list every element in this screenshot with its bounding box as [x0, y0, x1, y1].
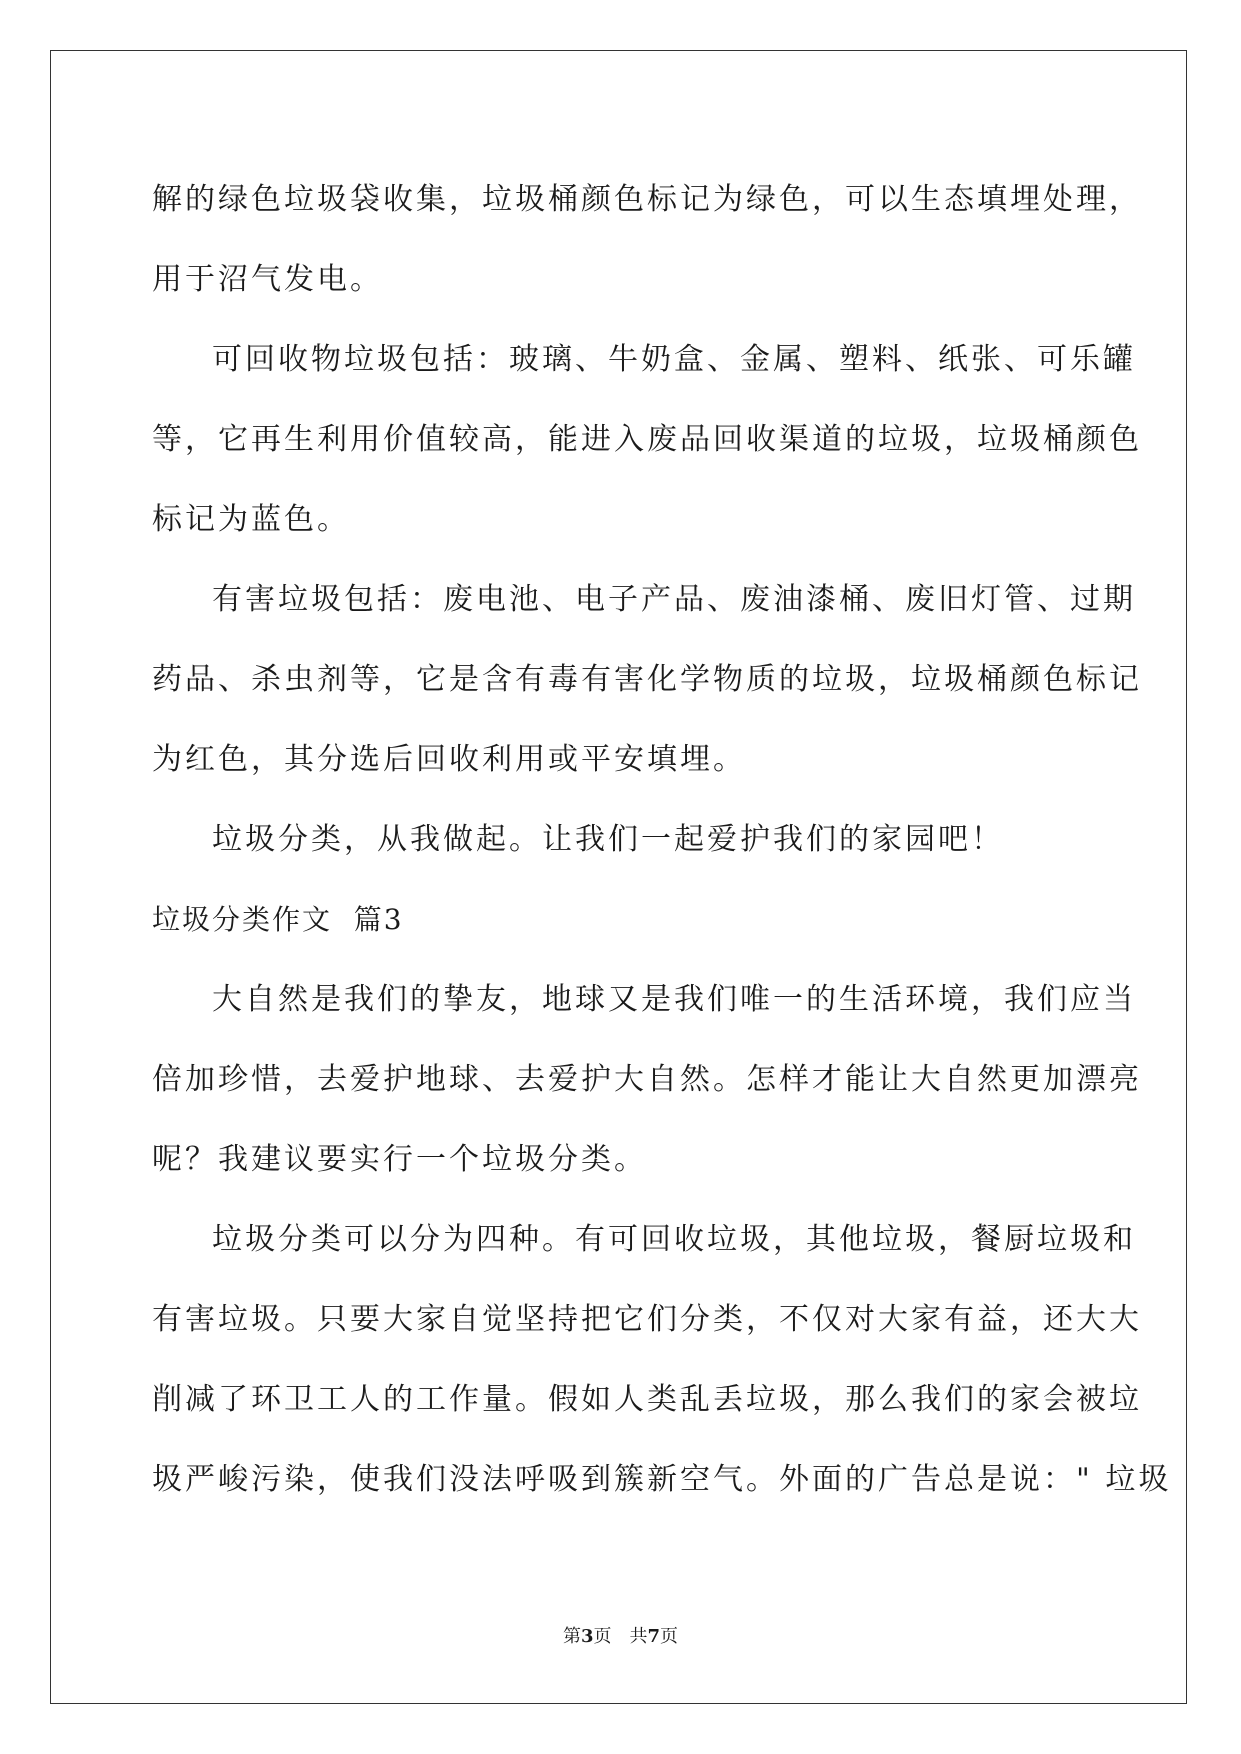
- text-line: 垃圾分类，从我做起。让我们一起爱护我们的家园吧！: [212, 822, 1004, 857]
- section-heading: 垃圾分类作文 篇3: [152, 903, 404, 936]
- text-line: 削减了环卫工人的工作量。假如人类乱丢垃圾，那么我们的家会被垃: [152, 1382, 1142, 1417]
- text-line: 为红色，其分选后回收利用或平安填埋。: [152, 742, 746, 777]
- footer-total-prefix: 共: [629, 1626, 648, 1647]
- text-line: 药品、杀虫剂等，它是含有毒有害化学物质的垃圾，垃圾桶颜色标记: [152, 662, 1142, 697]
- paragraph: [152, 960, 1142, 1200]
- paragraph: [152, 160, 1142, 320]
- text-line: 标记为蓝色。: [152, 502, 350, 537]
- footer-prefix: 第: [562, 1626, 581, 1647]
- document-body: [152, 160, 1172, 1520]
- page-number: 3: [580, 1626, 594, 1647]
- text-line: 垃圾分类可以分为四种。有可回收垃圾，其他垃圾，餐厨垃圾和: [212, 1222, 1136, 1257]
- text-line: 用于沼气发电。: [152, 262, 383, 297]
- text-line: 圾严峻污染，使我们没法呼吸到簇新空气。外面的广告总是说：" 垃圾: [152, 1462, 1172, 1497]
- text-line: 呢？我建议要实行一个垃圾分类。: [152, 1142, 647, 1177]
- paragraph: [152, 800, 1086, 880]
- footer-page-suffix: 页: [593, 1626, 612, 1647]
- text-line: 解的绿色垃圾袋收集，垃圾桶颜色标记为绿色，可以生态填埋处理，: [152, 182, 1142, 217]
- text-line: 等，它再生利用价值较高，能进入废品回收渠道的垃圾，垃圾桶颜色: [152, 422, 1142, 457]
- text-line: 有害垃圾包括：废电池、电子产品、废油漆桶、废旧灯管、过期: [212, 582, 1136, 617]
- paragraph: [152, 1200, 1172, 1520]
- text-line: 可回收物垃圾包括：玻璃、牛奶盒、金属、塑料、纸张、可乐罐: [212, 342, 1136, 377]
- footer-total-suffix: 页: [660, 1626, 679, 1647]
- text-line: 大自然是我们的挚友，地球又是我们唯一的生活环境，我们应当: [212, 982, 1136, 1017]
- total-pages: 7: [647, 1626, 661, 1647]
- text-line: 有害垃圾。只要大家自觉坚持把它们分类，不仅对大家有益，还大大: [152, 1302, 1142, 1337]
- text-line: 倍加珍惜，去爱护地球、去爱护大自然。怎样才能让大自然更加漂亮: [152, 1062, 1142, 1097]
- paragraph: [152, 560, 1142, 800]
- paragraph: [152, 320, 1142, 560]
- page-footer: [0, 1622, 1241, 1648]
